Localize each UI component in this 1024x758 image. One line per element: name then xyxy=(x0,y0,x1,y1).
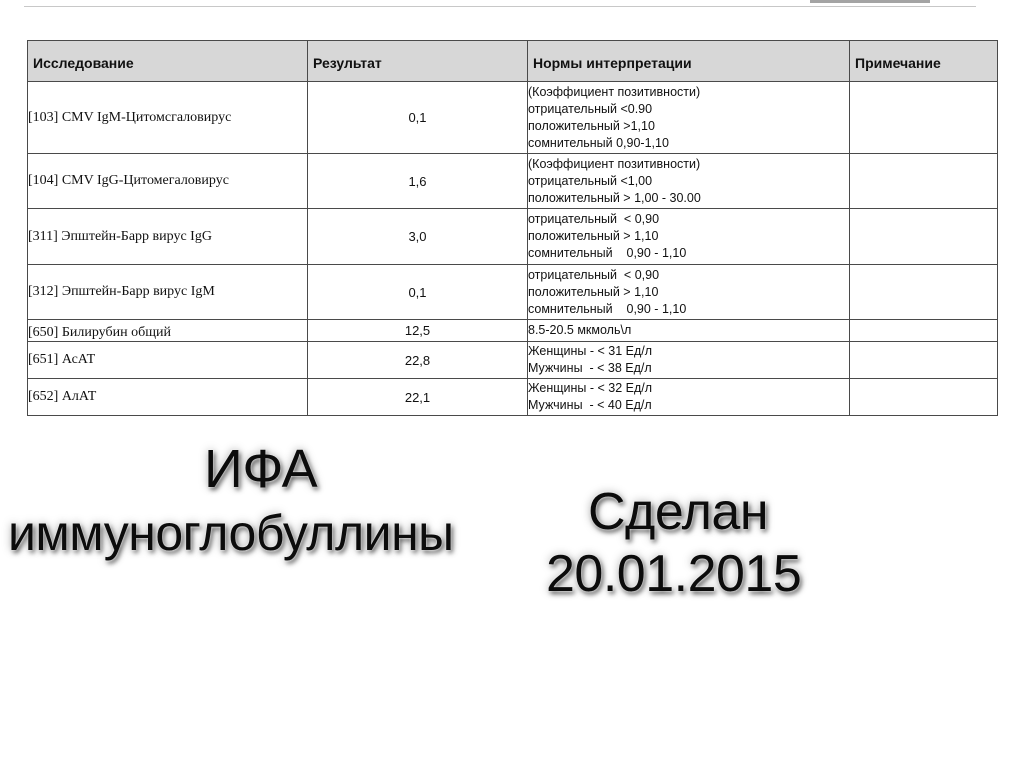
column-header-norms: Нормы интерпретации xyxy=(528,41,850,82)
overlay-done-date: 20.01.2015 xyxy=(546,545,802,603)
test-name: [312] Эпштейн-Барр вирус IgM xyxy=(28,265,308,320)
table-row xyxy=(28,265,998,320)
test-note xyxy=(850,320,998,342)
test-note xyxy=(850,209,998,265)
overlay-title-ifa: ИФА xyxy=(204,439,318,499)
test-name: [104] CMV IgG-Цитомегаловирус xyxy=(28,154,308,209)
test-result: 1,6 xyxy=(308,154,528,209)
test-note xyxy=(850,154,998,209)
test-name: [651] АсАТ xyxy=(28,342,308,379)
test-note xyxy=(850,82,998,154)
column-header-note: Примечание xyxy=(850,41,998,82)
test-norm: отрицательный < 0,90 положительный > 1,10 сомнительный 0,90 - 1,10 xyxy=(528,209,850,265)
test-result: 0,1 xyxy=(308,82,528,154)
test-name: [311] Эпштейн-Барр вирус IgG xyxy=(28,209,308,265)
test-name: [103] CMV IgM-Цитомсгаловирус xyxy=(28,82,308,154)
test-note xyxy=(850,379,998,416)
test-norm: 8.5-20.5 мкмоль\л xyxy=(528,320,850,342)
test-result: 22,8 xyxy=(308,342,528,379)
test-result: 22,1 xyxy=(308,379,528,416)
table-header-row xyxy=(28,41,998,82)
lab-results-table xyxy=(27,40,998,416)
test-note xyxy=(850,265,998,320)
signature-mark xyxy=(810,0,930,3)
test-name: [652] АлАТ xyxy=(28,379,308,416)
table-row xyxy=(28,342,998,379)
column-header-result: Результат xyxy=(308,41,528,82)
table-row xyxy=(28,209,998,265)
overlay-done-label: Сделан xyxy=(588,483,769,541)
overlay-title-immunoglobulins: иммуноглобуллины xyxy=(8,505,454,561)
test-result: 3,0 xyxy=(308,209,528,265)
test-note xyxy=(850,342,998,379)
test-norm: (Коэффициент позитивности) отрицательный <0.90 положительный >1,10 сомнительный 0,90-1,10 xyxy=(528,82,850,154)
test-result: 12,5 xyxy=(308,320,528,342)
test-result: 0,1 xyxy=(308,265,528,320)
column-header-test: Исследование xyxy=(28,41,308,82)
test-norm: Женщины - < 32 Ед/л Мужчины - < 40 Ед/л xyxy=(528,379,850,416)
test-name: [650] Билирубин общий xyxy=(28,320,308,342)
table-row xyxy=(28,379,998,416)
table-row xyxy=(28,82,998,154)
test-norm: отрицательный < 0,90 положительный > 1,10 сомнительный 0,90 - 1,10 xyxy=(528,265,850,320)
table-row xyxy=(28,320,998,342)
test-norm: Женщины - < 31 Ед/л Мужчины - < 38 Ед/л xyxy=(528,342,850,379)
previous-page-edge xyxy=(24,0,976,7)
test-norm: (Коэффициент позитивности) отрицательный <1,00 положительный > 1,00 - 30.00 xyxy=(528,154,850,209)
table-row xyxy=(28,154,998,209)
